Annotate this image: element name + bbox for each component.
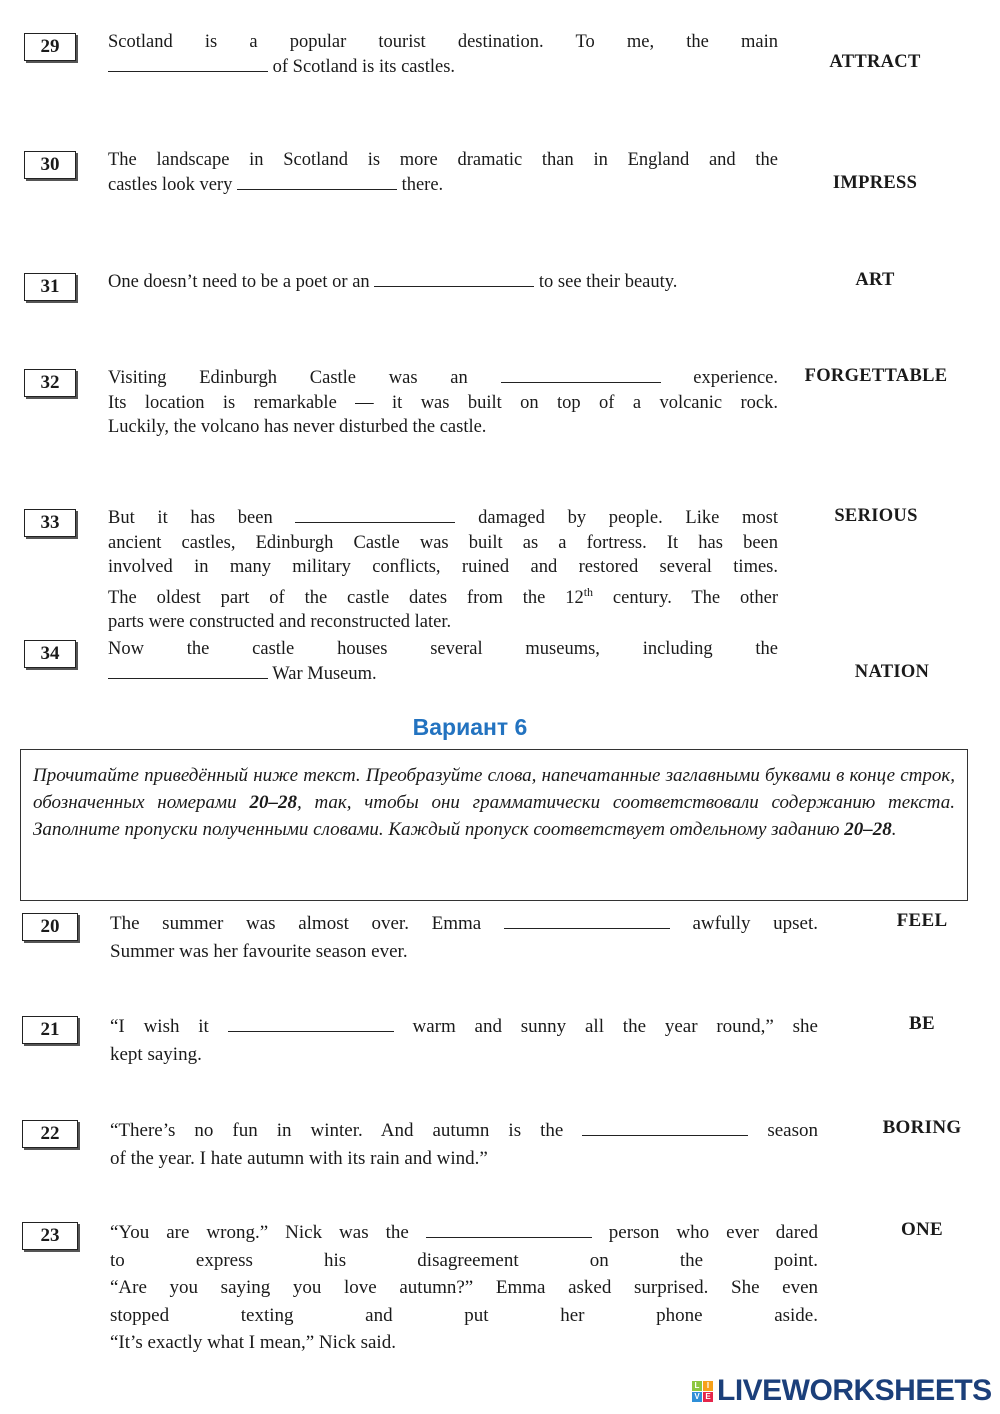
- text-segment: season: [748, 1120, 819, 1141]
- text-segment: to express his disagreement on the point.: [110, 1249, 818, 1271]
- variant-heading: Вариант 6: [412, 714, 528, 740]
- answer-blank[interactable]: [295, 508, 455, 523]
- text-line: [108, 148, 778, 173]
- text-segment: Luckily, the volcano has never disturbed the castle.: [108, 417, 487, 437]
- instructions-text: .: [891, 819, 897, 840]
- text-line: [110, 1274, 818, 1302]
- instructions-text: Прочитайте приведённый ниже текст. Преобразуйте слова, напечатанные заглавными буквами в конце строк, обозначенных номерами: [33, 765, 955, 813]
- text-line: [108, 637, 778, 662]
- text-segment: “It’s exactly what I mean,” Nick said.: [110, 1332, 396, 1353]
- instructions-text: , так, чтобы они грамматически соответствовали содержанию текста. Заполните пропуски полученными словами. Каждый пропуск соответствует отдельному заданию: [33, 792, 955, 840]
- text-segment: “I wish it: [110, 1016, 228, 1037]
- task-number: 30: [24, 151, 76, 179]
- task-number: 23: [22, 1222, 78, 1250]
- text-line: [108, 30, 778, 55]
- text-segment: Its location is remarkable — it was built on top of a volcanic rock.: [108, 392, 778, 413]
- logo-letter-tile: I: [703, 1381, 713, 1391]
- text-segment: stopped texting and put her phone aside.: [110, 1304, 818, 1326]
- text-line: [110, 938, 818, 966]
- text-segment: involved in many military conflicts, ruined and restored several times.: [108, 557, 778, 577]
- text-segment: The landscape in Scotland is more dramatic than in England and the: [108, 150, 778, 170]
- answer-blank[interactable]: [108, 57, 268, 72]
- liveworksheets-logo: [692, 1374, 992, 1408]
- task-text: [110, 1013, 818, 1068]
- text-line: [108, 366, 778, 391]
- keyword: NATION: [854, 662, 930, 682]
- answer-blank[interactable]: [426, 1223, 592, 1238]
- task-number: 34: [24, 640, 76, 668]
- logo-icon: [692, 1381, 713, 1402]
- text-line: [108, 662, 778, 687]
- text-segment: Visiting Edinburgh Castle was an: [108, 368, 501, 388]
- text-segment: Now the castle houses several museums, including the: [108, 639, 778, 659]
- text-segment: “There’s no fun in winter. And autumn is the: [110, 1120, 583, 1141]
- text-segment: War Museum.: [268, 663, 377, 684]
- task-text: [108, 637, 778, 686]
- task-number: 33: [24, 509, 76, 537]
- text-line: [108, 55, 778, 80]
- text-segment: castles look very: [108, 174, 237, 195]
- text-segment: of the year. I hate autumn with its rain and wind.”: [110, 1147, 488, 1169]
- text-segment: The oldest part of the castle dates from the 12: [108, 587, 584, 608]
- instructions-box: [20, 749, 968, 901]
- text-line: [110, 910, 818, 938]
- text-segment: of Scotland is its castles.: [268, 56, 456, 77]
- text-line: [108, 270, 778, 295]
- text-segment: experience.: [660, 368, 778, 388]
- text-line: [110, 1041, 818, 1069]
- task-number: 31: [24, 273, 76, 301]
- text-line: [108, 531, 778, 556]
- text-segment: damaged by people. Like most: [455, 508, 779, 528]
- text-segment: to see their beauty.: [534, 272, 678, 292]
- text-segment: Summer was her favourite season ever.: [110, 940, 408, 962]
- text-segment: kept saying.: [110, 1043, 202, 1065]
- text-segment: person who ever dared: [591, 1222, 819, 1243]
- logo-letter-tile: E: [703, 1392, 713, 1402]
- text-line: [110, 1117, 818, 1145]
- answer-blank[interactable]: [374, 272, 534, 287]
- task-text: [108, 148, 778, 197]
- text-line: [108, 415, 778, 440]
- text-line: [108, 580, 778, 611]
- task-text: [110, 1117, 818, 1172]
- logo-letter-tile: L: [692, 1381, 702, 1391]
- keyword: FORGETTABLE: [804, 366, 948, 386]
- keyword: ART: [855, 270, 895, 290]
- answer-blank[interactable]: [501, 368, 661, 383]
- keyword: IMPRESS: [832, 173, 918, 193]
- answer-blank[interactable]: [108, 664, 268, 679]
- text-segment: parts were constructed and reconstructed later.: [108, 612, 452, 633]
- logo-text: LIVEWORKSHEETS: [717, 1374, 992, 1407]
- text-line: [108, 610, 778, 635]
- text-line: [110, 1329, 818, 1357]
- text-segment: awfully upset.: [669, 913, 818, 934]
- task-number: 29: [24, 33, 76, 61]
- text-segment: Scotland is a popular tourist destination. To me, the main: [108, 32, 778, 52]
- keyword: ATTRACT: [829, 52, 921, 72]
- answer-blank[interactable]: [582, 1121, 748, 1136]
- answer-blank[interactable]: [228, 1017, 394, 1032]
- text-segment: The summer was almost over. Emma: [110, 913, 504, 934]
- text-line: [110, 1302, 818, 1330]
- keyword: BORING: [882, 1117, 962, 1138]
- logo-letter-tile: V: [692, 1392, 702, 1402]
- task-number: 32: [24, 369, 76, 397]
- task-text: [108, 366, 778, 440]
- task-text: [108, 270, 778, 295]
- text-segment: ancient castles, Edinburgh Castle was built as a fortress. It has been: [108, 532, 778, 553]
- answer-blank[interactable]: [504, 914, 670, 929]
- keyword: FEEL: [896, 910, 948, 931]
- task-text: [110, 910, 818, 965]
- text-line: [108, 555, 778, 580]
- text-line: [110, 1013, 818, 1041]
- text-segment: But it has been: [108, 508, 296, 528]
- keyword: SERIOUS: [834, 506, 918, 526]
- text-segment: there.: [396, 174, 444, 195]
- text-line: [110, 1145, 818, 1173]
- text-line: [108, 173, 778, 198]
- text-segment: “Are you saying you love autumn?” Emma asked surprised. She even: [110, 1277, 818, 1298]
- text-line: [108, 506, 778, 531]
- text-segment: century. The other: [593, 587, 778, 608]
- task-number: 21: [22, 1016, 78, 1044]
- task-text: [108, 30, 778, 79]
- answer-blank[interactable]: [237, 175, 397, 190]
- task-range: 20–28: [844, 819, 892, 840]
- keyword: ONE: [900, 1219, 944, 1240]
- text-line: [108, 391, 778, 416]
- text-segment: warm and sunny all the year round,” she: [393, 1016, 818, 1037]
- superscript: th: [583, 584, 594, 599]
- task-number: 22: [22, 1120, 78, 1148]
- task-number: 20: [22, 913, 78, 941]
- text-line: [110, 1247, 818, 1275]
- text-segment: One doesn’t need to be a poet or an: [108, 272, 375, 292]
- task-text: [108, 506, 778, 635]
- text-line: [110, 1219, 818, 1247]
- text-segment: “You are wrong.” Nick was the: [110, 1222, 426, 1243]
- task-text: [110, 1219, 818, 1357]
- task-range: 20–28: [249, 792, 297, 813]
- keyword: BE: [909, 1013, 935, 1034]
